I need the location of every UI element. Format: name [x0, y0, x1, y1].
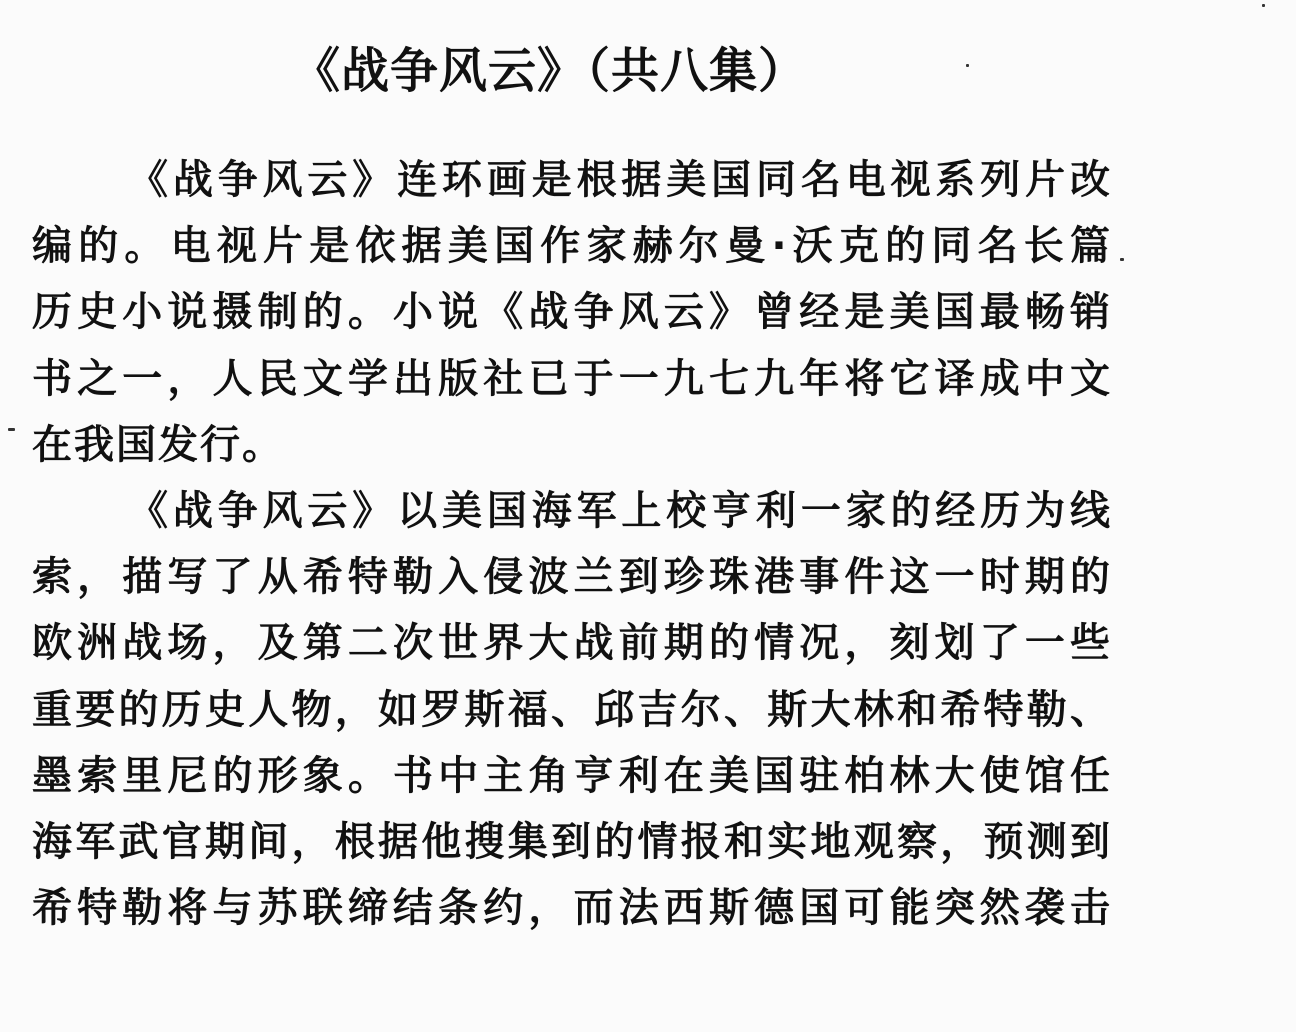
scan-speck	[1262, 4, 1265, 7]
scan-speck	[8, 428, 15, 431]
paragraph-synopsis	[32, 478, 1112, 941]
text-line: 欧洲战场，及第二次世界大战前期的情况，刻划了一些	[32, 620, 1112, 667]
text-line: 索，描写了从希特勒入侵波兰到珍珠港事件这一时期的	[32, 554, 1112, 601]
body-text	[32, 147, 1112, 941]
text-line: 希特勒将与苏联缔结条约，而法西斯德国可能突然袭击	[32, 885, 1112, 932]
text-line: 书之一，人民文学出版社已于一九七九年将它译成中文	[32, 355, 1112, 402]
text-line: 编的。电视片是依据美国作家赫尔曼·沃克的同名长篇	[32, 223, 1112, 270]
page-title: 《战争风云》（共八集）	[292, 43, 808, 99]
text-line: 墨索里尼的形象。书中主角亨利在美国驻柏林大使馆任	[32, 752, 1112, 799]
text-line: 在我国发行。	[32, 421, 284, 468]
text-line: 《战争风云》以美国海军上校亨利一家的经历为线	[128, 488, 1112, 535]
text-line: 海军武官期间，根据他搜集到的情报和实地观察，预测到	[32, 819, 1112, 866]
scan-speck	[966, 64, 969, 67]
text-line: 《战争风云》连环画是根据美国同名电视系列片改	[128, 157, 1112, 203]
paragraph-intro	[32, 147, 1112, 478]
scan-speck	[1120, 258, 1124, 261]
text-line: 重要的历史人物，如罗斯福、邱吉尔、斯大林和希特勒、	[32, 686, 1112, 733]
text-line: 历史小说摄制的。小说《战争风云》曾经是美国最畅销	[32, 289, 1112, 336]
